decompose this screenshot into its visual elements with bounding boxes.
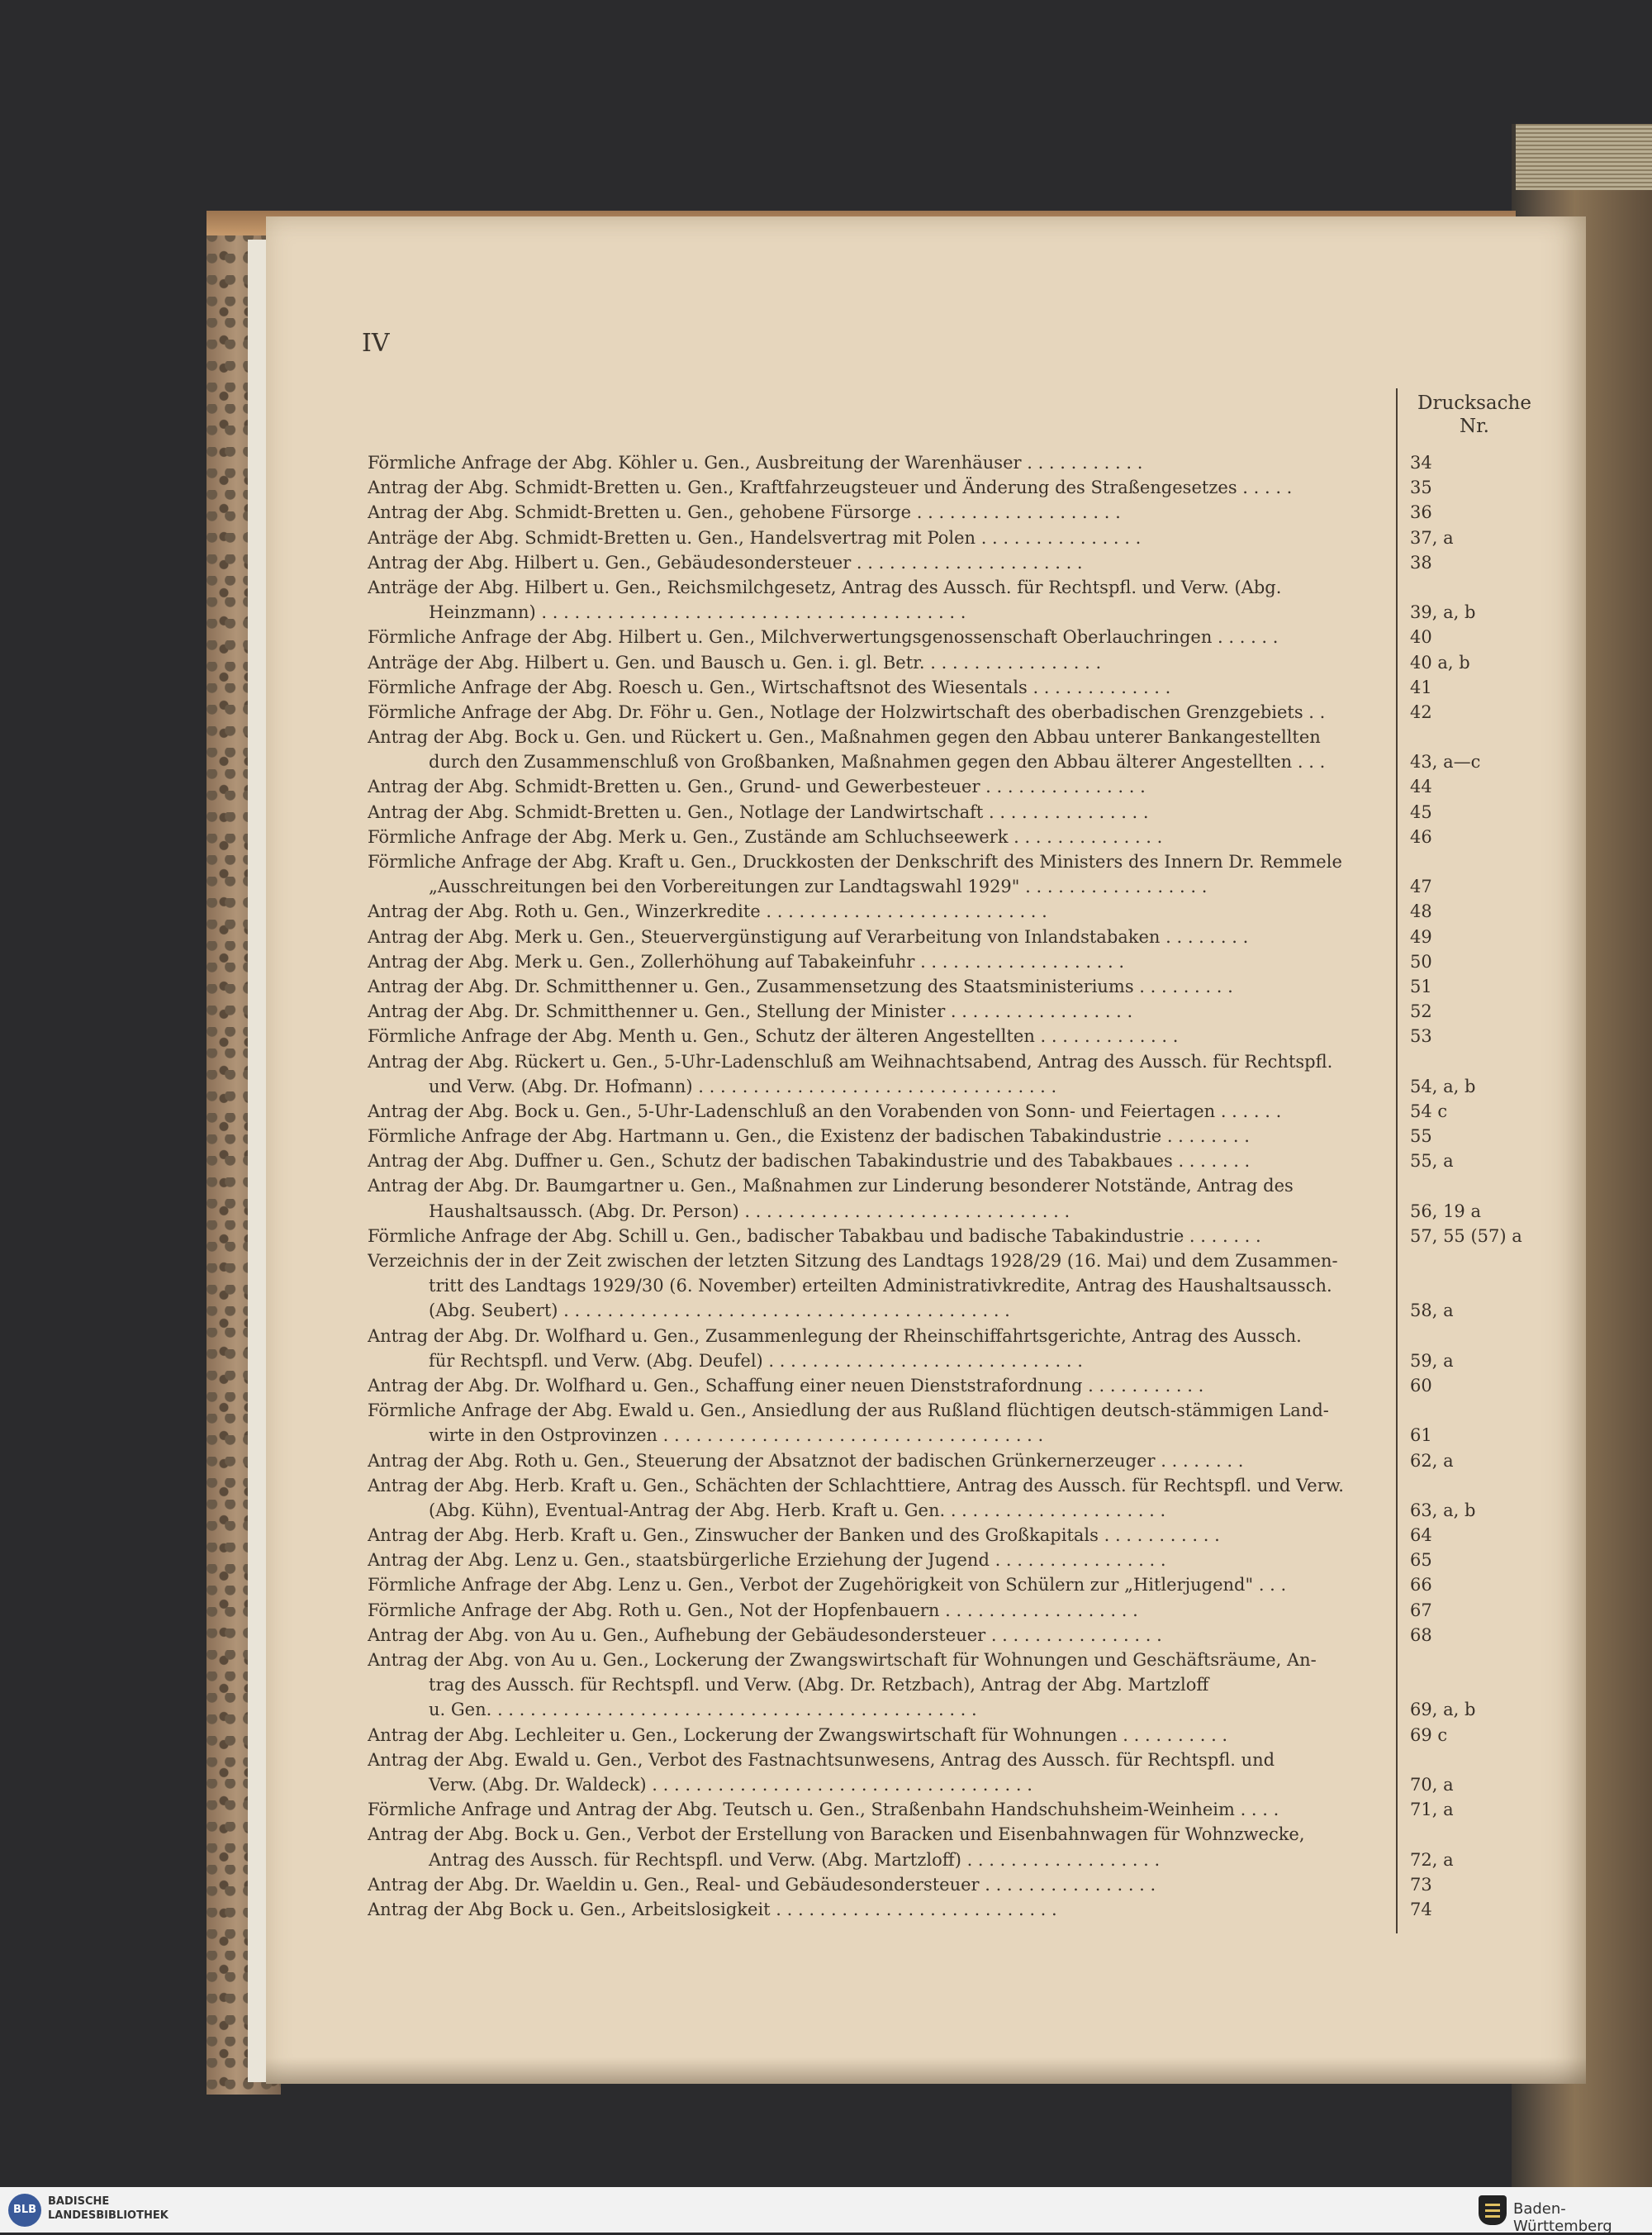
library-name-line-2: LANDESBIBLIOTHEK <box>48 2209 169 2222</box>
index-entry <box>368 1623 1652 1648</box>
index-entry <box>368 1248 1652 1324</box>
entry-document-number: 43, a—c <box>1410 752 1481 773</box>
entry-text-line: Förmliche Anfrage der Abg. Hilbert u. Gen., Milchverwertungsgenossenschaft Oberlauchringen . . . . . . <box>368 627 1279 648</box>
entry-text-line: Antrag der Abg. Schmidt-Bretten u. Gen., Grund- und Gewerbesteuer . . . . . . . . . . . . . . . <box>368 777 1146 797</box>
entry-text-line: Förmliche Anfrage der Abg. Hartmann u. Gen., die Existenz der badischen Tabakindustrie . . . . . . . . <box>368 1126 1250 1147</box>
column-header <box>1404 392 1545 438</box>
binding-strip <box>248 240 268 2082</box>
entry-text-line: Antrag der Abg. Lechleiter u. Gen., Lockerung der Zwangswirtschaft für Wohnungen . . . . . . . . . . <box>368 1724 1228 1745</box>
entry-text-line: Förmliche Anfrage der Abg. Roesch u. Gen., Wirtschaftsnot des Wiesentals . . . . . . . . . . . . . <box>368 677 1171 697</box>
entry-text-line: Antrag der Abg. Schmidt-Bretten u. Gen., Kraftfahrzeugsteuer und Änderung des Straßengesetzes . . . . . <box>368 478 1293 498</box>
index-entry <box>368 1448 1652 1473</box>
entry-document-number: 73 <box>1410 1874 1432 1895</box>
index-entry <box>368 625 1652 649</box>
entry-document-number: 36 <box>1410 502 1432 523</box>
entry-text-line: wirte in den Ostprovinzen . . . . . . . . . . . . . . . . . . . . . . . . . . . . . . . . . . . <box>429 1425 1044 1446</box>
entry-text-line: Antrag der Abg. Hilbert u. Gen., Gebäudesondersteuer . . . . . . . . . . . . . . . . . . . . . <box>368 552 1083 573</box>
index-entries <box>368 450 1652 1922</box>
entry-document-number: 41 <box>1410 677 1432 697</box>
entry-text-line: Antrag der Abg. Ewald u. Gen., Verbot des Fastnachtsunwesens, Antrag des Aussch. für Rechtspfl. und <box>368 1749 1275 1770</box>
index-entry <box>368 1473 1652 1523</box>
entry-text-line: Antrag der Abg. Roth u. Gen., Winzerkredite . . . . . . . . . . . . . . . . . . . . . . . . . . <box>368 901 1047 922</box>
entry-text-line: Antrag der Abg. Dr. Wolfhard u. Gen., Zusammenlegung der Rheinschiffahrtsgerichte, Antrag des Aussch. <box>368 1325 1302 1346</box>
entry-text-line: Antrag der Abg. Duffner u. Gen., Schutz der badischen Tabakindustrie und des Tabakbaues . . . . . . . <box>368 1151 1251 1172</box>
entry-document-number: 37, a <box>1410 527 1454 548</box>
entry-document-number: 39, a, b <box>1410 602 1476 623</box>
entry-document-number: 66 <box>1410 1575 1432 1595</box>
entry-text-line: Antrag der Abg. Dr. Schmitthenner u. Gen., Zusammensetzung des Staatsministeriums . . . . . . . . . <box>368 976 1233 996</box>
entry-text-line: Förmliche Anfrage der Abg. Roth u. Gen., Not der Hopfenbauern . . . . . . . . . . . . . . . . . . <box>368 1600 1138 1620</box>
entry-document-number: 63, a, b <box>1410 1500 1476 1520</box>
index-entry <box>368 899 1652 924</box>
book-pages-edge <box>1516 124 1652 190</box>
entry-document-number: 50 <box>1410 951 1432 972</box>
entry-text-line: Heinzmann) . . . . . . . . . . . . . . . . . . . . . . . . . . . . . . . . . . . . . . . <box>429 602 966 623</box>
library-name[interactable] <box>48 2195 169 2223</box>
index-entry <box>368 925 1652 949</box>
entry-document-number: 65 <box>1410 1550 1432 1571</box>
index-entry <box>368 1572 1652 1597</box>
entry-text-line: trag des Aussch. für Rechtspfl. und Verw. (Abg. Dr. Retzbach), Antrag der Abg. Martzloff <box>429 1675 1209 1695</box>
entry-text-line: (Abg. Kühn), Eventual-Antrag der Abg. Herb. Kraft u. Gen. . . . . . . . . . . . . . . . . . . . . <box>429 1500 1166 1520</box>
entry-text-line: Antrag der Abg. Lenz u. Gen., staatsbürgerliche Erziehung der Jugend . . . . . . . . . . . . . . . . <box>368 1550 1166 1571</box>
index-entry <box>368 500 1652 525</box>
entry-text-line: Anträge der Abg. Hilbert u. Gen. und Bausch u. Gen. i. gl. Betr. . . . . . . . . . . . . . . . . <box>368 652 1102 673</box>
entry-document-number: 69 c <box>1410 1724 1448 1745</box>
entry-document-number: 42 <box>1410 701 1432 722</box>
entry-document-number: 40 a, b <box>1410 652 1470 673</box>
entry-text-line: Antrag der Abg. von Au u. Gen., Lockerung der Zwangswirtschaft für Wohnungen und Geschäftsräume, An- <box>368 1650 1317 1670</box>
index-entry <box>368 475 1652 500</box>
page-shadow <box>266 2057 1586 2084</box>
entry-document-number: 61 <box>1410 1425 1432 1446</box>
entry-text-line: Verzeichnis der in der Zeit zwischen der letzten Sitzung des Landtags 1928/29 (16. Mai) und dem Zusammen- <box>368 1251 1338 1271</box>
page-number: IV <box>362 329 390 358</box>
index-entry <box>368 650 1652 675</box>
entry-text-line: Antrag der Abg. Merk u. Gen., Zollerhöhung auf Tabakeinfuhr . . . . . . . . . . . . . . . . . . . <box>368 951 1125 972</box>
entry-text-line: Antrag der Abg. Merk u. Gen., Steuervergünstigung auf Verarbeitung von Inlandstabaken . . . . . . . . <box>368 926 1249 947</box>
entry-document-number: 53 <box>1410 1026 1432 1047</box>
entry-document-number: 48 <box>1410 901 1432 922</box>
entry-document-number: 72, a <box>1410 1849 1454 1870</box>
entry-text-line: Förmliche Anfrage der Abg. Ewald u. Gen., Ansiedlung der aus Rußland flüchtigen deutsch-stämmigen Land- <box>368 1400 1329 1421</box>
index-entry <box>368 1523 1652 1548</box>
entry-text-line: Antrag des Aussch. für Rechtspfl. und Verw. (Abg. Martzloff) . . . . . . . . . . . . . . . . . . <box>429 1849 1161 1870</box>
entry-text-line: Haushaltsaussch. (Abg. Dr. Person) . . . . . . . . . . . . . . . . . . . . . . . . . . . . . . <box>429 1201 1070 1221</box>
entry-text-line: Antrag der Abg. Rückert u. Gen., 5-Uhr-Ladenschluß am Weihnachtsabend, Antrag des Aussch. für Rechtspfl. <box>368 1051 1333 1072</box>
index-entry <box>368 550 1652 575</box>
entry-text-line: „Ausschreitungen bei den Vorbereitungen zur Landtagswahl 1929" . . . . . . . . . . . . . . . . . <box>429 877 1208 897</box>
index-entry <box>368 1099 1652 1124</box>
index-entry <box>368 1224 1652 1248</box>
entry-document-number: 35 <box>1410 478 1432 498</box>
entry-text-line: Antrag der Abg. Bock u. Gen., Verbot der Erstellung von Baracken und Eisenbahnwagen für Wohnzwecke, <box>368 1824 1305 1845</box>
index-entry <box>368 974 1652 999</box>
entry-text-line: Förmliche Anfrage der Abg. Köhler u. Gen., Ausbreitung der Warenhäuser . . . . . . . . . . . <box>368 453 1143 473</box>
index-entry <box>368 1822 1652 1871</box>
entry-text-line: Förmliche Anfrage der Abg. Dr. Föhr u. Gen., Notlage der Holzwirtschaft des oberbadischen Grenzgebiets . . <box>368 701 1326 722</box>
index-entry <box>368 1748 1652 1797</box>
index-entry <box>368 1598 1652 1623</box>
index-entry <box>368 849 1652 899</box>
entry-document-number: 67 <box>1410 1600 1432 1620</box>
entry-text-line: für Rechtspfl. und Verw. (Abg. Deufel) . . . . . . . . . . . . . . . . . . . . . . . . . . . . . <box>429 1350 1083 1371</box>
entry-document-number: 51 <box>1410 976 1432 996</box>
entry-text-line: Antrag der Abg. Dr. Schmitthenner u. Gen., Stellung der Minister . . . . . . . . . . . . . . . . . <box>368 1001 1133 1022</box>
entry-text-line: Antrag der Abg. Dr. Waeldin u. Gen., Real- und Gebäudesondersteuer . . . . . . . . . . . . . . . . <box>368 1874 1156 1895</box>
index-entry <box>368 575 1652 625</box>
index-entry <box>368 1024 1652 1049</box>
entry-text-line: Förmliche Anfrage der Abg. Menth u. Gen., Schutz der älteren Angestellten . . . . . . . . . . . . . <box>368 1026 1179 1047</box>
index-entry <box>368 450 1652 475</box>
index-entry <box>368 1398 1652 1448</box>
entry-document-number: 44 <box>1410 777 1432 797</box>
entry-document-number: 49 <box>1410 926 1432 947</box>
entry-document-number: 45 <box>1410 801 1432 822</box>
entry-text-line: Verw. (Abg. Dr. Waldeck) . . . . . . . . . . . . . . . . . . . . . . . . . . . . . . . . . . . <box>429 1774 1032 1795</box>
index-entry <box>368 1049 1652 1099</box>
entry-text-line: Antrag der Abg. Herb. Kraft u. Gen., Schächten der Schlachttiere, Antrag des Aussch. für Rechtspfl. und Verw. <box>368 1475 1344 1496</box>
entry-document-number: 68 <box>1410 1624 1432 1645</box>
index-entry <box>368 1548 1652 1572</box>
footer-bar <box>0 2187 1652 2233</box>
entry-document-number: 54, a, b <box>1410 1076 1476 1096</box>
index-entry <box>368 825 1652 849</box>
index-entry <box>368 675 1652 700</box>
entry-document-number: 54 c <box>1410 1101 1448 1121</box>
entry-text-line: Antrag der Abg. Roth u. Gen., Steuerung der Absatznot der badischen Grünkernerzeuger . . . . . . . . <box>368 1450 1244 1471</box>
entry-text-line: Antrag der Abg. von Au u. Gen., Aufhebung der Gebäudesondersteuer . . . . . . . . . . . . . . . . <box>368 1624 1162 1645</box>
entry-document-number: 60 <box>1410 1375 1432 1396</box>
entry-text-line: Anträge der Abg. Hilbert u. Gen., Reichsmilchgesetz, Antrag des Aussch. für Rechtspfl. und Verw. (Abg. <box>368 577 1282 597</box>
entry-document-number: 74 <box>1410 1899 1432 1919</box>
index-entry <box>368 1872 1652 1897</box>
entry-document-number: 52 <box>1410 1001 1432 1022</box>
index-entry <box>368 1797 1652 1822</box>
entry-document-number: 58, a <box>1410 1301 1454 1321</box>
index-entry <box>368 525 1652 550</box>
entry-document-number: 55, a <box>1410 1151 1454 1172</box>
entry-text-line: Antrag der Abg. Dr. Baumgartner u. Gen., Maßnahmen zur Linderung besonderer Notstände, Antrag des <box>368 1176 1294 1196</box>
index-entry <box>368 1173 1652 1223</box>
entry-document-number: 69, a, b <box>1410 1700 1476 1720</box>
entry-text-line: Förmliche Anfrage der Abg. Merk u. Gen., Zustände am Schluchseewerk . . . . . . . . . . . . . . <box>368 826 1163 847</box>
index-entry <box>368 1723 1652 1748</box>
entry-text-line: Antrag der Abg. Schmidt-Bretten u. Gen., gehobene Fürsorge . . . . . . . . . . . . . . . . . . . <box>368 502 1121 523</box>
entry-document-number: 59, a <box>1410 1350 1454 1371</box>
index-entry <box>368 774 1652 799</box>
entry-text-line: Antrag der Abg Bock u. Gen., Arbeitslosigkeit . . . . . . . . . . . . . . . . . . . . . . . . . . <box>368 1899 1057 1919</box>
entry-document-number: 55 <box>1410 1126 1432 1147</box>
entry-document-number: 38 <box>1410 552 1432 573</box>
entry-document-number: 64 <box>1410 1525 1432 1546</box>
index-entry <box>368 949 1652 974</box>
state-name[interactable]: Baden-Württemberg <box>1513 2200 1612 2235</box>
entry-text-line: und Verw. (Abg. Dr. Hofmann) . . . . . . . . . . . . . . . . . . . . . . . . . . . . . . . . . <box>429 1076 1057 1096</box>
library-name-line-1: BADISCHE <box>48 2195 110 2208</box>
entry-text-line: Antrag der Abg. Bock u. Gen. und Rückert u. Gen., Maßnahmen gegen den Abbau unterer Bankangestellten <box>368 727 1321 748</box>
baden-wuerttemberg-crest-icon[interactable] <box>1479 2195 1507 2225</box>
column-header-line-2: Nr. <box>1460 416 1489 437</box>
entry-text-line: Antrag der Abg. Herb. Kraft u. Gen., Zinswucher der Banken und des Großkapitals . . . . . . . . . . . <box>368 1525 1220 1546</box>
entry-text-line: Förmliche Anfrage und Antrag der Abg. Teutsch u. Gen., Straßenbahn Handschuhsheim-Weinheim . . . . <box>368 1800 1279 1820</box>
index-entry <box>368 800 1652 825</box>
entry-document-number: 40 <box>1410 627 1432 648</box>
entry-text-line: Anträge der Abg. Schmidt-Bretten u. Gen., Handelsvertrag mit Polen . . . . . . . . . . . . . . . <box>368 527 1142 548</box>
index-entry <box>368 1373 1652 1398</box>
entry-document-number: 56, 19 a <box>1410 1201 1481 1221</box>
entry-text-line: tritt des Landtags 1929/30 (6. November) erteilten Administrativkredite, Antrag des Haushaltsaussch. <box>429 1276 1332 1296</box>
entry-document-number: 62, a <box>1410 1450 1454 1471</box>
entry-text-line: durch den Zusammenschluß von Großbanken, Maßnahmen gegen den Abbau älterer Angestellten . . . <box>429 752 1326 773</box>
entry-text-line: Antrag der Abg. Dr. Wolfhard u. Gen., Schaffung einer neuen Dienststrafordnung . . . . . . . . . . . <box>368 1375 1204 1396</box>
index-entry <box>368 1324 1652 1373</box>
index-entry <box>368 725 1652 774</box>
entry-text-line: (Abg. Seubert) . . . . . . . . . . . . . . . . . . . . . . . . . . . . . . . . . . . . . . . . . <box>429 1301 1010 1321</box>
index-entry <box>368 1897 1652 1922</box>
entry-document-number: 70, a <box>1410 1774 1454 1795</box>
entry-text-line: Antrag der Abg. Schmidt-Bretten u. Gen., Notlage der Landwirtschaft . . . . . . . . . . . . . . . <box>368 801 1149 822</box>
index-entry <box>368 1148 1652 1173</box>
entry-document-number: 71, a <box>1410 1800 1454 1820</box>
entry-text-line: Förmliche Anfrage der Abg. Schill u. Gen., badischer Tabakbau und badische Tabakindustrie . . . . . . . <box>368 1225 1261 1246</box>
index-entry <box>368 1648 1652 1723</box>
entry-document-number: 34 <box>1410 453 1432 473</box>
index-entry <box>368 700 1652 725</box>
entry-document-number: 47 <box>1410 877 1432 897</box>
entry-text-line: Förmliche Anfrage der Abg. Kraft u. Gen., Druckkosten der Denkschrift des Ministers des Innern Dr. Remmele <box>368 852 1342 872</box>
index-entry <box>368 999 1652 1024</box>
blb-logo-icon[interactable]: BLB <box>8 2194 41 2227</box>
entry-document-number: 46 <box>1410 826 1432 847</box>
column-header-line-1: Drucksache <box>1417 392 1531 414</box>
entry-document-number: 57, 55 (57) a <box>1410 1225 1522 1246</box>
entry-text-line: u. Gen. . . . . . . . . . . . . . . . . . . . . . . . . . . . . . . . . . . . . . . . . . . . . <box>429 1700 977 1720</box>
entry-text-line: Antrag der Abg. Bock u. Gen., 5-Uhr-Ladenschluß an den Vorabenden von Sonn- und Feiertagen . . . . . . <box>368 1101 1282 1121</box>
entry-text-line: Förmliche Anfrage der Abg. Lenz u. Gen., Verbot der Zugehörigkeit von Schülern zur „Hitlerjugend" . . . <box>368 1575 1287 1595</box>
index-entry <box>368 1124 1652 1148</box>
